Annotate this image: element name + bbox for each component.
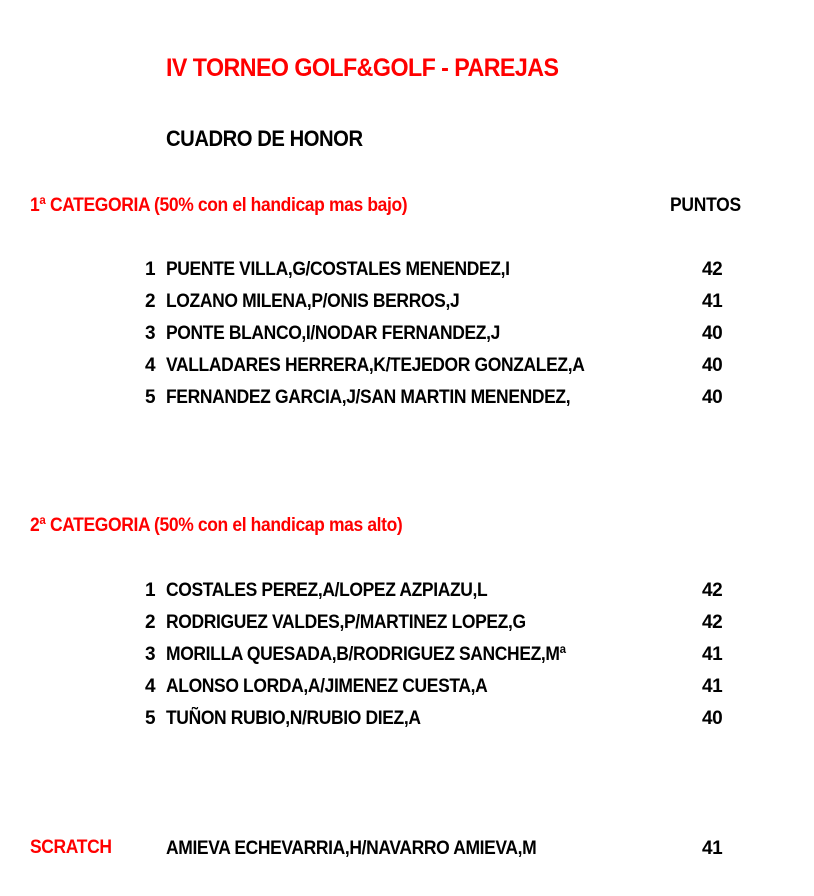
result-row	[0, 611, 814, 635]
result-position: 4	[145, 676, 156, 697]
result-row	[0, 354, 814, 378]
result-row	[0, 643, 814, 667]
result-pair-name: TUÑON RUBIO,N/RUBIO DIEZ,A	[166, 708, 421, 729]
result-points: 42	[702, 580, 723, 601]
result-points: 41	[702, 644, 723, 665]
result-position: 5	[145, 387, 156, 408]
result-position: 5	[145, 708, 156, 729]
result-pair-name: LOZANO MILENA,P/ONIS BERROS,J	[166, 291, 460, 312]
result-row	[0, 707, 814, 731]
result-points: 42	[702, 612, 723, 633]
result-row	[0, 675, 814, 699]
result-row	[0, 322, 814, 346]
result-row	[0, 386, 814, 410]
result-pair-name: RODRIGUEZ VALDES,P/MARTINEZ LOPEZ,G	[166, 612, 526, 633]
result-points: 41	[702, 291, 723, 312]
result-position: 4	[145, 355, 156, 376]
result-row	[0, 290, 814, 314]
result-position: 3	[145, 323, 156, 344]
result-pair-name: ALONSO LORDA,A/JIMENEZ CUESTA,A	[166, 676, 488, 697]
result-points: 40	[702, 387, 723, 408]
result-pair-name: PUENTE VILLA,G/COSTALES MENENDEZ,I	[166, 259, 510, 280]
result-position: 1	[145, 580, 156, 601]
result-pair-name: PONTE BLANCO,I/NODAR FERNANDEZ,J	[166, 323, 500, 344]
result-pair-name: MORILLA QUESADA,B/RODRIGUEZ SANCHEZ,Mª	[166, 644, 566, 665]
document-title: IV TORNEO GOLF&GOLF - PAREJAS	[166, 54, 559, 82]
result-pair-name: COSTALES PEREZ,A/LOPEZ AZPIAZU,L	[166, 580, 488, 601]
result-row	[0, 837, 814, 861]
result-pair-name: FERNANDEZ GARCIA,J/SAN MARTIN MENENDEZ,	[166, 387, 571, 408]
result-points: 40	[702, 355, 723, 376]
result-position: 2	[145, 291, 156, 312]
result-pair-name: VALLADARES HERRERA,K/TEJEDOR GONZALEZ,A	[166, 355, 585, 376]
result-row	[0, 579, 814, 603]
result-points: 42	[702, 259, 723, 280]
result-row	[0, 258, 814, 282]
document-subtitle: CUADRO DE HONOR	[166, 126, 363, 151]
result-position: 2	[145, 612, 156, 633]
result-position: 1	[145, 259, 156, 280]
scratch-label: SCRATCH	[30, 837, 112, 858]
result-pair-name: AMIEVA ECHEVARRIA,H/NAVARRO AMIEVA,M	[166, 838, 537, 859]
points-column-header: PUNTOS	[670, 195, 741, 216]
result-points: 40	[702, 708, 723, 729]
result-points: 40	[702, 323, 723, 344]
result-points: 41	[702, 838, 723, 859]
result-points: 41	[702, 676, 723, 697]
category-1-heading: 1ª CATEGORIA (50% con el handicap mas bajo)	[30, 195, 408, 216]
category-2-heading: 2ª CATEGORIA (50% con el handicap mas alto)	[30, 515, 403, 536]
result-position: 3	[145, 644, 156, 665]
